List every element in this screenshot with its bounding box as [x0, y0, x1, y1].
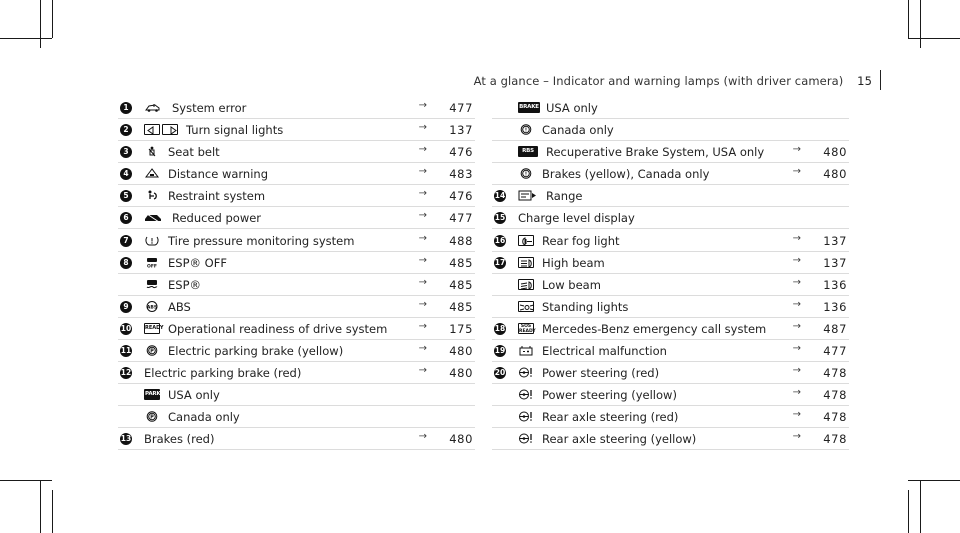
page-reference[interactable]: 485 [449, 299, 473, 314]
arrow-right-icon: → [418, 122, 427, 134]
crop-mark [908, 0, 909, 38]
list-item [118, 120, 475, 141]
item-number-badge: 2 [120, 124, 132, 136]
item-label: ESP® [168, 277, 202, 292]
distance-warning-icon [144, 168, 160, 180]
crop-mark [0, 480, 52, 481]
arrow-right-icon: → [418, 320, 427, 332]
rear-fog-light-icon [518, 235, 534, 247]
parking-brake-yellow-icon [144, 345, 160, 357]
item-label: Range [546, 189, 583, 204]
list-item [492, 208, 849, 229]
page-reference[interactable]: 477 [823, 344, 847, 359]
page-reference[interactable]: 480 [823, 145, 847, 160]
rbs-icon: RBS [518, 146, 538, 158]
list-item [492, 319, 849, 340]
svg-text:!: ! [524, 128, 528, 134]
item-number-badge: 18 [494, 323, 506, 333]
page-reference[interactable]: 136 [823, 277, 847, 292]
item-label: Reduced power [172, 211, 262, 226]
crop-mark [52, 490, 53, 533]
arrow-right-icon: → [418, 210, 427, 222]
item-label: USA only [168, 388, 220, 403]
item-label: Electrical malfunction [542, 344, 667, 359]
item-number-badge: 4 [120, 168, 132, 180]
item-label: Canada only [542, 123, 614, 138]
arrow-right-icon: → [792, 320, 801, 332]
item-label: Standing lights [542, 299, 629, 314]
item-label: Brakes (red) [144, 432, 215, 447]
seat-belt-icon [144, 146, 160, 158]
item-number-badge: 20 [494, 368, 506, 378]
item-number-badge: 6 [120, 212, 132, 224]
header-separator [880, 70, 881, 90]
page-reference[interactable]: 485 [449, 255, 473, 270]
page-reference[interactable]: 480 [449, 432, 473, 447]
arrow-right-icon: → [418, 144, 427, 156]
item-label: Rear fog light [542, 233, 620, 248]
item-number-badge: 17 [494, 257, 506, 267]
page-reference[interactable]: 480 [449, 366, 473, 381]
emergency-call-icon: SOS READY [519, 323, 536, 334]
electrical-malfunction-icon [518, 345, 534, 357]
list-item [118, 164, 475, 185]
crop-mark [908, 480, 960, 481]
crop-mark [0, 38, 52, 39]
list-item [492, 120, 849, 141]
list-item [492, 253, 849, 274]
arrow-right-icon: → [418, 254, 427, 266]
list-item [118, 142, 475, 163]
item-label: Charge level display [518, 211, 635, 226]
item-label: Seat belt [168, 145, 220, 160]
list-item [492, 363, 849, 384]
low-beam-icon [518, 279, 534, 291]
esp-icon [144, 279, 160, 291]
reduced-power-icon [144, 212, 162, 224]
standing-lights-icon [518, 301, 534, 313]
svg-text:ABS: ABS [146, 305, 158, 311]
item-label: Distance warning [168, 167, 268, 182]
item-number-badge: 3 [120, 146, 132, 158]
arrow-right-icon: → [418, 188, 427, 200]
list-item [492, 407, 849, 428]
arrow-right-icon: → [792, 232, 801, 244]
turn-signal-icon [144, 124, 178, 136]
tire-pressure-icon [144, 235, 160, 247]
rear-axle-steering-red-icon [518, 411, 534, 423]
list-item [118, 407, 475, 428]
svg-text:!: ! [524, 172, 528, 178]
list-item [118, 363, 475, 384]
page-reference[interactable]: 477 [449, 211, 473, 226]
arrow-right-icon: → [792, 343, 801, 355]
brakes-yellow-icon [518, 168, 534, 180]
list-item [492, 142, 849, 163]
page-reference[interactable]: 477 [449, 101, 473, 115]
system-error-icon [144, 102, 162, 114]
item-number-badge: 13 [120, 434, 132, 444]
crop-mark [920, 480, 921, 533]
list-item [118, 208, 475, 229]
page-reference[interactable]: 175 [449, 321, 473, 336]
page-reference[interactable]: 478 [823, 366, 847, 381]
brake-canada-icon [518, 124, 534, 136]
park-icon: PARK [144, 389, 160, 401]
svg-text:OFF: OFF [147, 264, 157, 268]
page-reference[interactable]: 476 [449, 189, 473, 204]
arrow-right-icon: → [792, 276, 801, 288]
list-item [492, 98, 849, 119]
crop-mark [40, 480, 41, 533]
crop-mark [52, 0, 53, 38]
page-reference[interactable]: 476 [449, 145, 473, 160]
page-reference[interactable]: 485 [449, 277, 473, 292]
page-reference[interactable]: 137 [823, 255, 847, 270]
item-number-badge: 5 [120, 190, 132, 202]
page-reference[interactable]: 136 [823, 299, 847, 314]
item-label: System error [172, 101, 247, 115]
item-number-badge: 19 [494, 346, 506, 356]
item-label: Rear axle steering (red) [542, 410, 679, 425]
item-label: Electric parking brake (yellow) [168, 344, 344, 359]
arrow-right-icon: → [418, 276, 427, 288]
list-item [118, 319, 475, 340]
list-item [492, 341, 849, 362]
page-reference[interactable]: 480 [449, 344, 473, 359]
list-item [492, 385, 849, 406]
arrow-right-icon: → [792, 365, 801, 377]
list-item [118, 186, 475, 207]
arrow-right-icon: → [792, 166, 801, 178]
brake-usa-icon: BRAKE [518, 102, 540, 114]
svg-text:P: P [150, 349, 154, 355]
crop-mark [40, 0, 41, 48]
item-label: Mercedes-Benz emergency call system [542, 321, 767, 336]
page-reference[interactable]: 488 [449, 233, 473, 248]
power-steering-yellow-icon [518, 389, 534, 401]
item-number-badge: 11 [120, 346, 132, 356]
item-label: Tire pressure monitoring system [168, 233, 355, 248]
esp-off-icon [144, 257, 160, 269]
item-number-badge: 10 [120, 323, 132, 333]
item-number-badge: 12 [120, 368, 132, 378]
list-item [118, 275, 475, 296]
item-number-badge: 9 [120, 301, 132, 313]
item-number-badge: 16 [494, 235, 506, 245]
right-column [492, 98, 849, 452]
item-label: ABS [168, 299, 191, 314]
page-header [0, 74, 872, 88]
page-reference[interactable]: 483 [449, 167, 473, 182]
list-item [492, 186, 849, 207]
page-reference[interactable]: 478 [823, 388, 847, 403]
arrow-right-icon: → [418, 365, 427, 377]
page-reference[interactable]: 137 [449, 123, 473, 138]
item-number-badge: 1 [120, 102, 132, 114]
list-item [492, 297, 849, 318]
left-column [118, 98, 475, 452]
item-label: Operational readiness of drive system [168, 321, 388, 336]
list-item [118, 98, 475, 119]
list-item [118, 297, 475, 318]
item-number-badge: 7 [120, 235, 132, 247]
arrow-right-icon: → [418, 298, 427, 310]
item-label: ESP® OFF [168, 255, 227, 270]
arrow-right-icon: → [792, 298, 801, 310]
item-label: Restraint system [168, 189, 266, 204]
item-label: Power steering (yellow) [542, 388, 677, 403]
page-reference[interactable]: 478 [823, 432, 847, 447]
list-item [118, 231, 475, 252]
item-label: High beam [542, 255, 605, 270]
arrow-right-icon: → [418, 232, 427, 244]
item-label: Canada only [168, 410, 240, 425]
range-icon [518, 190, 538, 202]
item-label: Power steering (red) [542, 366, 660, 381]
crop-mark [908, 490, 909, 533]
abs-icon [144, 301, 160, 313]
item-number-badge: 14 [494, 191, 506, 201]
arrow-right-icon: → [418, 343, 427, 355]
arrow-right-icon: → [418, 166, 427, 178]
item-label: Low beam [542, 277, 601, 292]
arrow-right-icon: → [418, 100, 427, 111]
list-item [118, 253, 475, 274]
arrow-right-icon: → [792, 144, 801, 156]
item-number-badge: 8 [120, 257, 132, 269]
page-reference[interactable]: 478 [823, 410, 847, 425]
list-item [492, 231, 849, 252]
page-title: At a glance – Indicator and warning lamps (with driver camera) [473, 74, 844, 88]
crop-mark [908, 38, 960, 39]
arrow-right-icon: → [792, 409, 801, 421]
item-label: Recuperative Brake System, USA only [546, 145, 765, 160]
power-steering-red-icon [518, 367, 534, 379]
arrow-right-icon: → [792, 387, 801, 399]
list-item [492, 275, 849, 296]
arrow-right-icon: → [792, 431, 801, 443]
page-reference[interactable]: 480 [823, 167, 847, 182]
page-number: 15 [857, 74, 872, 88]
list-item [118, 385, 475, 406]
item-label: Turn signal lights [186, 123, 284, 138]
item-label: USA only [546, 101, 598, 115]
arrow-right-icon: → [792, 254, 801, 266]
svg-text:P: P [150, 415, 154, 421]
item-label: Brakes (yellow), Canada only [542, 167, 710, 182]
list-item [118, 429, 475, 450]
list-item [118, 341, 475, 362]
list-item [492, 429, 849, 450]
crop-mark [920, 0, 921, 48]
rear-axle-steering-yellow-icon [518, 433, 534, 445]
item-number-badge: 15 [494, 213, 506, 223]
ready-icon: READY [144, 323, 160, 335]
arrow-right-icon: → [418, 431, 427, 443]
item-label: Electric parking brake (red) [144, 366, 302, 381]
list-item [492, 164, 849, 185]
high-beam-icon [518, 257, 534, 269]
page-reference[interactable]: 487 [823, 321, 847, 336]
restraint-system-icon [144, 190, 160, 202]
page-reference[interactable]: 137 [823, 233, 847, 248]
item-label: Rear axle steering (yellow) [542, 432, 697, 447]
parking-brake-canada-icon [144, 411, 160, 423]
